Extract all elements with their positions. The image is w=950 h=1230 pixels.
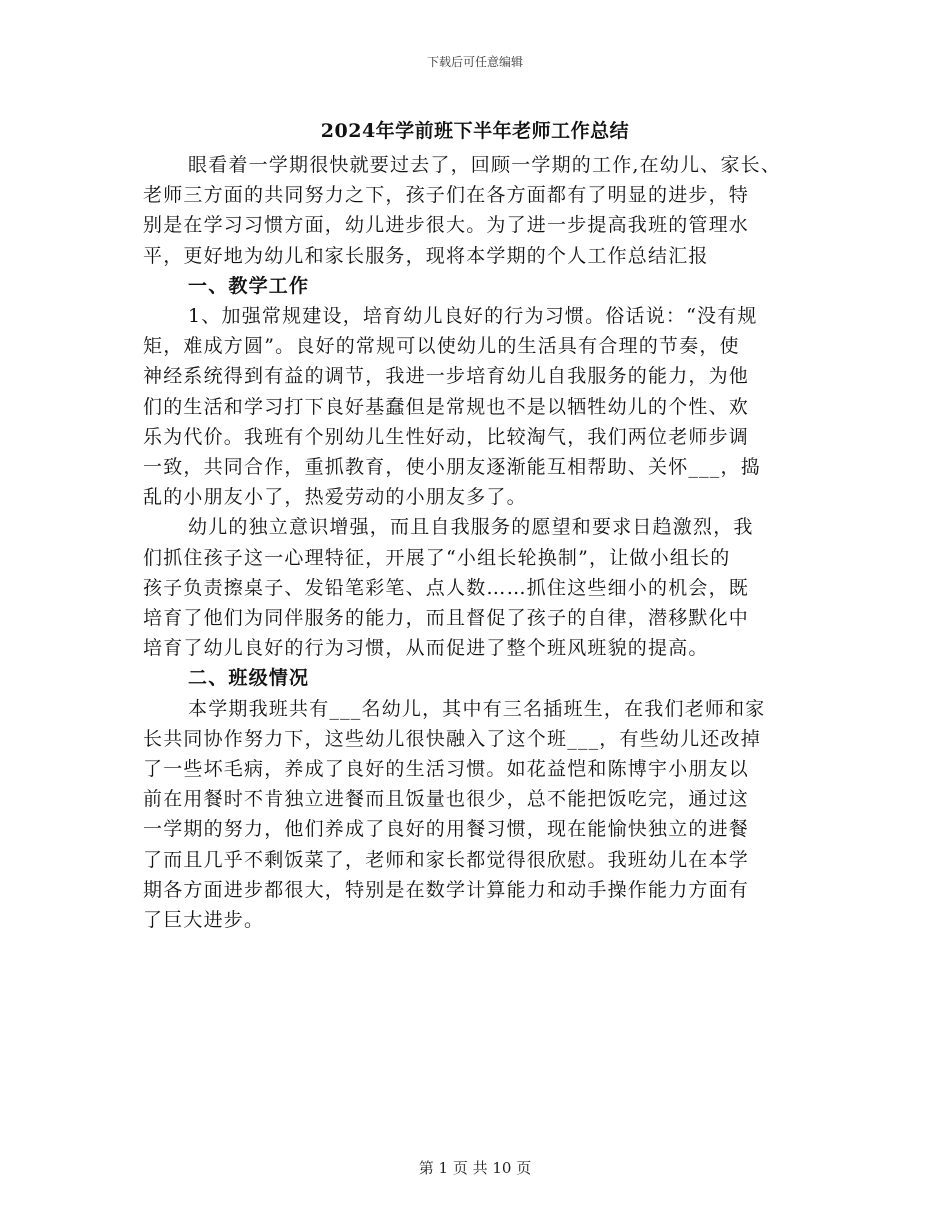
- text-line: 眼看着一学期很快就要过去了，回顾一学期的工作,在幼儿、家长、: [188, 154, 782, 176]
- text-line: 们的生活和学习打下良好基蠢但是常规也不是以牺牲幼儿的个性、欢: [143, 395, 750, 418]
- document-title: 2024年学前班下半年老师工作总结: [320, 120, 630, 142]
- page-header-note: 下载后可任意编辑: [426, 55, 523, 69]
- text-line: 孩子负责擦桌子、发铅笔彩笔、点人数……抓住这些细小的机会，既: [143, 576, 750, 599]
- text-line: 乱的小朋友小了，热爱劳动的小朋友多了。: [143, 486, 527, 509]
- text-line: 1、加强常规建设，培育幼儿良好的行为习惯。俗话说：“没有规: [188, 305, 758, 328]
- text-line: 长共同协作努力下，这些幼儿很快融入了这个班___，有些幼儿还改掉: [143, 727, 761, 750]
- text-line: 老师三方面的共同努力之下，孩子们在各方面都有了明显的进步，特: [143, 184, 750, 207]
- text-line: 幼儿的独立意识增强，而且自我服务的愿望和要求日趋激烈，我: [188, 516, 754, 539]
- intro-paragraph: [143, 150, 823, 935]
- text-line: 一致，共同合作，重抓教育，使小朋友逐渐能互相帮助、关怀___，捣: [143, 456, 761, 479]
- section-heading-class: 二、班级情况: [188, 667, 310, 690]
- text-line: 前在用餐时不肯独立进餐而且饭量也很少，总不能把饭吃完，通过这: [143, 788, 750, 811]
- text-line: 乐为代价。我班有个别幼儿生性好动，比较淘气，我们两位老师步调: [143, 425, 750, 448]
- text-line: 了一些坏毛病，养成了良好的生活习惯。如花益恺和陈博宇小朋友以: [143, 758, 750, 781]
- text-line: 矩，难成方圆”。良好的常规可以使幼儿的生活具有合理的节奏，使: [143, 335, 740, 358]
- text-line: 了而且几乎不剩饭菜了，老师和家长都觉得很欣慰。我班幼儿在本学: [143, 848, 750, 871]
- page-number: 第 1 页 共 10 页: [418, 1159, 532, 1177]
- text-line: 本学期我班共有___名幼儿，其中有三名插班生，在我们老师和家: [188, 697, 766, 720]
- text-line: 了巨大进步。: [143, 909, 265, 932]
- text-line: 期各方面进步都很大，特别是在数学计算能力和动手操作能力方面有: [143, 878, 750, 901]
- text-line: 们抓住孩子这一心理特征，开展了“小组长轮换制”，让做小组长的: [143, 546, 731, 569]
- section-heading-teaching: 一、教学工作: [188, 274, 310, 297]
- text-line: 培育了他们为同伴服务的能力，而且督促了孩子的自律，潜移默化中: [143, 607, 750, 630]
- text-line: 平，更好地为幼儿和家长服务，现将本学期的个人工作总结汇报: [143, 244, 709, 267]
- text-line: 培育了幼儿良好的行为习惯，从而促进了整个班风班貌的提高。: [143, 637, 709, 660]
- text-line: 一学期的努力，他们养成了良好的用餐习惯，现在能愉快独立的进餐: [143, 818, 750, 841]
- text-line: 神经系统得到有益的调节，我进一步培育幼儿自我服务的能力，为他: [143, 365, 750, 388]
- text-line: 别是在学习习惯方面，幼儿进步很大。为了进一步提高我班的管理水: [143, 214, 750, 237]
